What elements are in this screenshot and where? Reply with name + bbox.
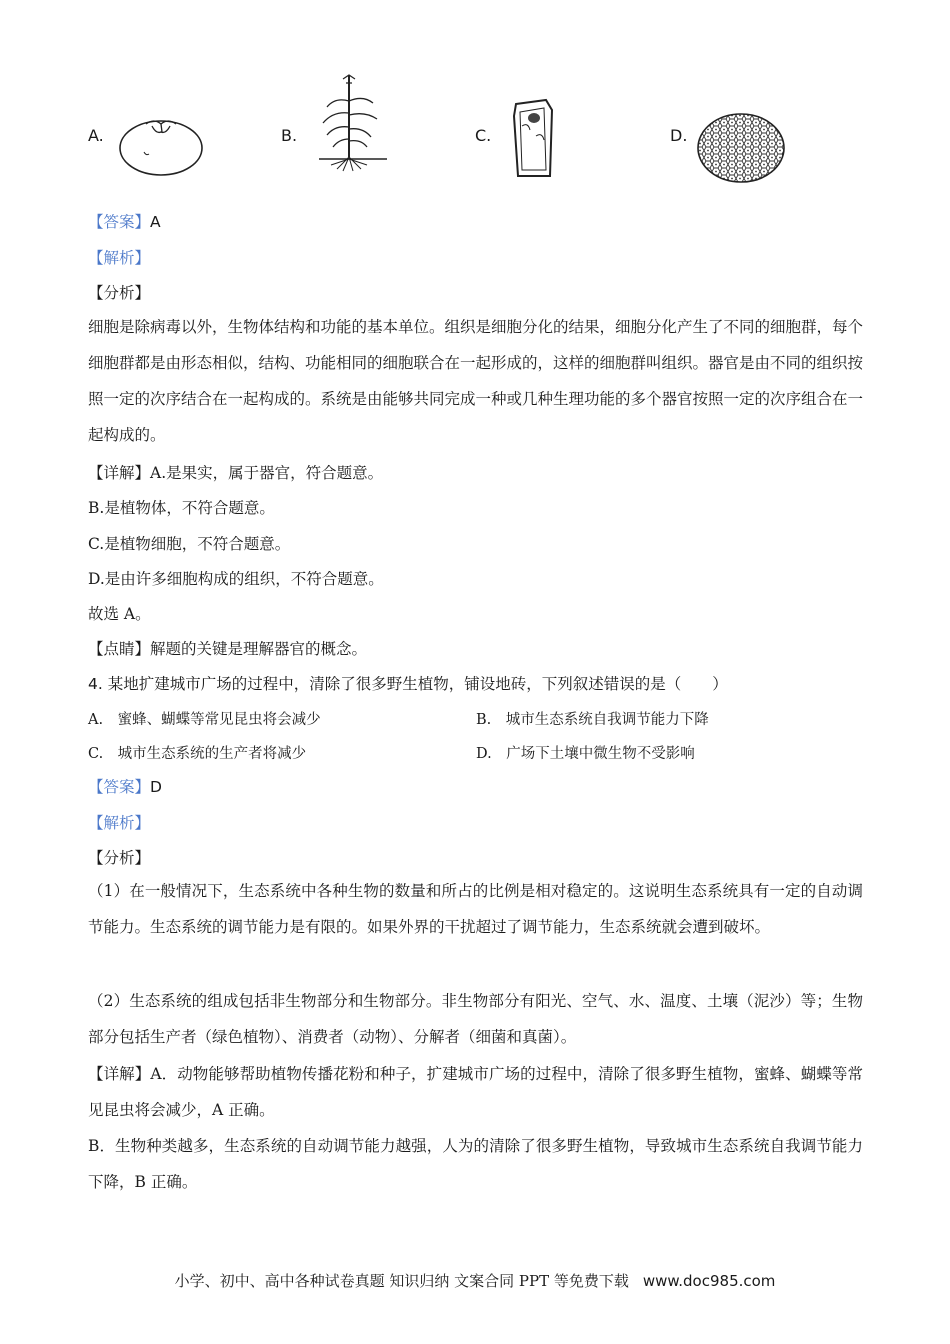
corn-plant-icon [313,73,393,173]
q3-answer-line [88,210,161,232]
answer-value: A [150,213,161,231]
q4-xiangjie-a: 【详解】A．动物能够帮助植物传播花粉和种子，扩建城市广场的过程中，清除了很多野生植物，蜜蜂、蝴蝶等常见昆虫将会减少，A 正确。 [88,1065,863,1119]
q4-jiexi-tag: 【解析】 [88,814,151,832]
answer-tag: 【答案】 [88,778,151,796]
q3-xiangjie-a: 【详解】A.是果实，属于器官，符合题意。 [88,464,384,482]
q4-fenxi-1: （1）在一般情况下，生态系统中各种生物的数量和所占的比例是相对稳定的。这说明生态系统具有一定的自动调节能力。生态系统的调节能力是有限的。如果外界的干扰超过了调节能力，生态系统就会遭到破坏。 [88,882,863,936]
q4-stem-line [88,672,728,694]
q4-fenxi-2: （2）生态系统的组成包括非生物部分和生物部分。非生物部分有阳光、空气、水、温度、土壤（泥沙）等；生物部分包括生产者（绿色植物）、消费者（动物）、分解者（细菌和真菌）。 [88,992,863,1046]
q4-choice-a: A. 蜜蜂、蝴蝶等常见昆虫将会减少 [88,712,321,728]
question-number: 4. [88,675,103,693]
plant-cell-icon [508,96,558,180]
option-a-label: A. [88,126,104,145]
answer-value: D [150,778,162,796]
cell-tissue-icon [696,112,786,184]
option-d-label: D. [670,126,688,145]
q3-fenxi-tag: 【分析】 [88,284,151,302]
q3-conclusion: 故选 A。 [88,605,151,623]
option-b-label: B. [281,126,298,145]
answer-tag: 【答案】 [88,213,151,231]
q3-jiexi-tag: 【解析】 [88,249,151,267]
q4-fenxi-tag: 【分析】 [88,849,151,867]
footer-url[interactable]: www.doc985.com [642,1272,776,1290]
q4-xiangjie-b: B．生物种类越多，生态系统的自动调节能力越强，人为的清除了很多野生植物，导致城市生态系统自我调节能力下降，B 正确。 [88,1137,863,1191]
q4-choice-d: D. 广场下土壤中微生物不受影响 [476,746,695,762]
footer-text: 小学、初中、高中各种试卷真题 知识归纳 文案合同 PPT 等免费下载 [174,1272,629,1290]
q3-xiangjie-b: B.是植物体，不符合题意。 [88,499,275,517]
q3-xiangjie-c: C.是植物细胞，不符合题意。 [88,535,291,553]
page-footer [0,1270,950,1291]
q4-choice-b: B. 城市生态系统自我调节能力下降 [476,712,709,728]
q4-choice-c: C. 城市生态系统的生产者将减少 [88,746,307,762]
option-c-label: C. [475,126,492,145]
q4-answer-line [88,775,162,797]
tomato-fruit-icon [116,112,206,178]
q3-dianjing: 【点睛】解题的关键是理解器官的概念。 [88,640,368,658]
q3-xiangjie-d: D.是由许多细胞构成的组织，不符合题意。 [88,570,384,588]
q3-fenxi-text: 细胞是除病毒以外，生物体结构和功能的基本单位。组织是细胞分化的结果，细胞分化产生了不同的细胞群，每个细胞群都是由形态相似，结构、功能相同的细胞联合在一起形成的，这样的细胞群叫组织。器官是由不同的组织按照一定的次序结合在一起构成的。系统是由能够共同完成一种或几种生理功能的多个器官按照一定的次序组合在一起构成的。 [88,318,864,444]
question-stem: 某地扩建城市广场的过程中，清除了很多野生植物，铺设地砖，下列叙述错误的是（ ） [107,675,728,693]
